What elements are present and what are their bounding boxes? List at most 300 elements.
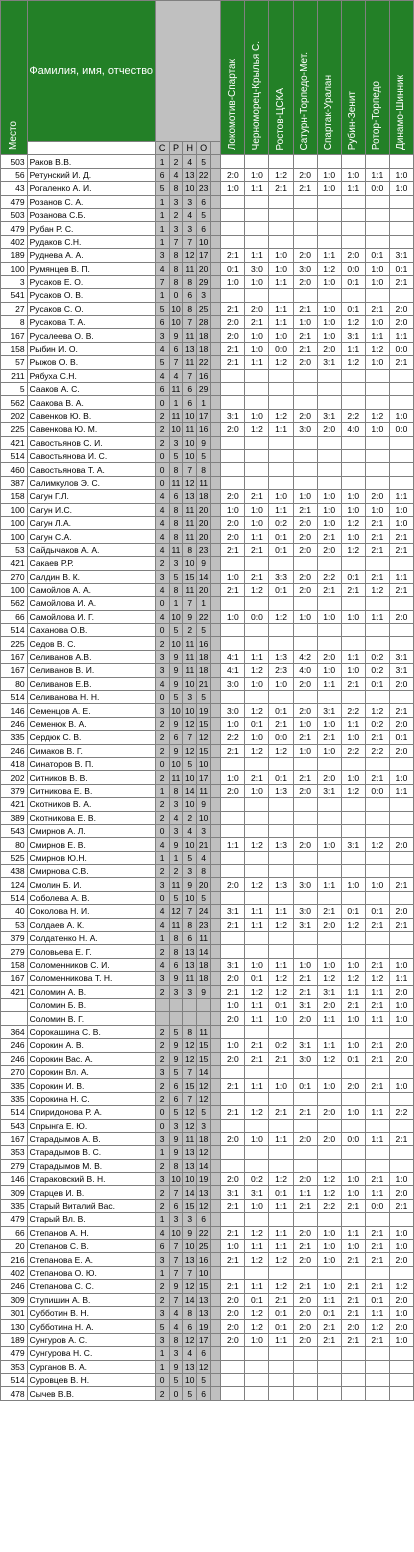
score-cell	[293, 208, 317, 221]
score-cell: 1:0	[317, 1079, 341, 1092]
score-cell: 1:0	[221, 182, 245, 195]
name-cell: Сагун И.С.	[27, 503, 155, 516]
score-cell	[221, 1065, 245, 1078]
spacer-cell	[211, 249, 221, 262]
score-cell	[293, 476, 317, 489]
score-cell	[317, 449, 341, 462]
score-cell: 1:0	[245, 503, 269, 516]
score-cell: 1:1	[341, 717, 365, 730]
score-cell: 1:1	[317, 1039, 341, 1052]
place-cell: 66	[1, 1226, 28, 1239]
score-cell: 0:1	[341, 905, 365, 918]
score-cell: 2:1	[293, 1106, 317, 1119]
stat-r-cell: 7	[169, 1253, 183, 1266]
score-cell: 2:0	[293, 1306, 317, 1319]
name-cell: Суровцев В. Н.	[27, 1373, 155, 1386]
stat-n-cell: 11	[183, 329, 197, 342]
stat-s-cell: 0	[155, 449, 169, 462]
spacer-cell	[211, 1293, 221, 1306]
name-cell: Сунгуров А. С.	[27, 1333, 155, 1346]
name-cell: Старадымов А. В.	[27, 1132, 155, 1145]
stat-o-cell: 20	[197, 530, 211, 543]
name-cell: Соломенникова Т. Н.	[27, 972, 155, 985]
name-cell: Селиванов В. И.	[27, 664, 155, 677]
table-row	[1, 972, 414, 985]
score-cell	[293, 369, 317, 382]
score-cell	[269, 1159, 293, 1172]
table-row	[1, 1079, 414, 1092]
stat-r-cell: 3	[169, 1213, 183, 1226]
score-cell: 1:0	[317, 1226, 341, 1239]
score-cell: 1:0	[389, 168, 413, 181]
stat-o-cell: 8	[197, 463, 211, 476]
name-cell: Сорокин Вл. А.	[27, 1065, 155, 1078]
stat-s-cell: 1	[155, 208, 169, 221]
name-cell: Самойлова И. А.	[27, 597, 155, 610]
spacer-cell	[211, 744, 221, 757]
stat-n-cell: 13	[183, 168, 197, 181]
stat-s-cell: 2	[155, 771, 169, 784]
score-cell: 2:1	[317, 731, 341, 744]
score-cell	[221, 1025, 245, 1038]
table-row	[1, 1106, 414, 1119]
spacer-cell	[211, 1253, 221, 1266]
score-cell: 2:0	[293, 168, 317, 181]
score-cell	[365, 436, 389, 449]
score-cell: 1:1	[269, 503, 293, 516]
score-cell: 1:1	[389, 570, 413, 583]
score-cell: 0:2	[269, 1039, 293, 1052]
place-cell: 478	[1, 1387, 28, 1400]
score-cell: 4:1	[221, 650, 245, 663]
spacer-cell	[211, 463, 221, 476]
stat-s-cell: 4	[155, 918, 169, 931]
score-cell	[317, 624, 341, 637]
score-cell	[221, 851, 245, 864]
score-cell: 3:3	[269, 570, 293, 583]
score-cell: 2:0	[221, 530, 245, 543]
name-cell: Старадымов М. В.	[27, 1159, 155, 1172]
stat-n-cell: 12	[183, 1106, 197, 1119]
score-cell	[341, 1092, 365, 1105]
score-cell: 2:1	[221, 744, 245, 757]
score-cell: 2:1	[221, 543, 245, 556]
score-cell	[269, 155, 293, 168]
name-cell: Руднева А. А.	[27, 249, 155, 262]
table-row	[1, 624, 414, 637]
score-cell	[221, 396, 245, 409]
table-row	[1, 342, 414, 355]
stat-o-cell: 6	[197, 1213, 211, 1226]
table-row	[1, 811, 414, 824]
stat-s-cell: 2	[155, 1025, 169, 1038]
score-cell	[245, 597, 269, 610]
table-row	[1, 650, 414, 663]
stat-r-cell: 4	[169, 369, 183, 382]
score-cell	[317, 396, 341, 409]
stat-r-cell: 8	[169, 583, 183, 596]
score-cell	[293, 1373, 317, 1386]
stat-n-cell: 4	[183, 824, 197, 837]
score-cell	[245, 1347, 269, 1360]
match-header-3: Сатурн-Торпедо-Мет.	[293, 1, 317, 155]
score-cell	[341, 449, 365, 462]
spacer-cell	[211, 503, 221, 516]
score-cell	[389, 945, 413, 958]
place-cell: 189	[1, 1333, 28, 1346]
score-cell	[221, 449, 245, 462]
score-cell	[293, 945, 317, 958]
name-cell: Савостьянова И. С.	[27, 449, 155, 462]
score-cell: 1:0	[389, 182, 413, 195]
name-cell: Скотникова Е. В.	[27, 811, 155, 824]
score-cell: 1:1	[389, 784, 413, 797]
stat-r-cell: 5	[169, 449, 183, 462]
score-cell	[389, 449, 413, 462]
table-row	[1, 704, 414, 717]
score-cell	[269, 369, 293, 382]
score-cell: 2:1	[293, 182, 317, 195]
score-cell: 2:1	[245, 771, 269, 784]
score-cell	[317, 369, 341, 382]
score-cell: 1:2	[269, 1280, 293, 1293]
score-cell: 0:2	[365, 650, 389, 663]
stat-r-cell: 11	[169, 918, 183, 931]
name-cell: Ретунский И. Д.	[27, 168, 155, 181]
score-cell: 1:1	[341, 182, 365, 195]
score-cell	[341, 1213, 365, 1226]
score-cell	[365, 824, 389, 837]
score-cell	[389, 1065, 413, 1078]
score-cell	[269, 1360, 293, 1373]
table-row	[1, 1119, 414, 1132]
score-cell	[365, 624, 389, 637]
score-cell: 1:1	[269, 423, 293, 436]
score-cell	[245, 1373, 269, 1386]
table-row	[1, 1199, 414, 1212]
place-cell: 353	[1, 1360, 28, 1373]
stat-o-cell: 18	[197, 342, 211, 355]
score-cell	[269, 476, 293, 489]
score-cell: 0:1	[269, 530, 293, 543]
name-cell: Селиванова Н. Н.	[27, 691, 155, 704]
stat-n-cell: 9	[183, 610, 197, 623]
score-cell: 1:0	[317, 610, 341, 623]
stat-o-cell: 21	[197, 838, 211, 851]
name-cell: Савостьянова Т. А.	[27, 463, 155, 476]
score-cell	[389, 1360, 413, 1373]
stat-o-cell: 12	[197, 1079, 211, 1092]
stat-n-cell: 6	[183, 932, 197, 945]
name-cell: Смирнов А. Л.	[27, 824, 155, 837]
score-cell	[245, 1159, 269, 1172]
score-cell	[293, 597, 317, 610]
score-cell	[245, 449, 269, 462]
stat-o-cell: 18	[197, 958, 211, 971]
stat-o-cell: 11	[197, 784, 211, 797]
score-cell: 2:0	[317, 650, 341, 663]
stat-s-cell: 0	[155, 624, 169, 637]
stat-r-cell: 7	[169, 1266, 183, 1279]
place-cell: 514	[1, 691, 28, 704]
place-cell: 40	[1, 905, 28, 918]
table-row	[1, 731, 414, 744]
score-cell	[317, 811, 341, 824]
score-cell: 2:1	[269, 1106, 293, 1119]
score-cell: 2:0	[389, 1052, 413, 1065]
name-cell: Субботин В. Н.	[27, 1306, 155, 1319]
score-cell	[341, 396, 365, 409]
score-cell	[293, 824, 317, 837]
stat-r-cell: 8	[169, 275, 183, 288]
score-cell: 3:1	[341, 329, 365, 342]
score-cell	[317, 1360, 341, 1373]
score-cell	[389, 396, 413, 409]
score-cell	[221, 691, 245, 704]
score-cell	[245, 851, 269, 864]
table-row	[1, 1052, 414, 1065]
stat-o-cell: 18	[197, 650, 211, 663]
stat-n-cell: 12	[183, 249, 197, 262]
score-cell: 1:0	[269, 329, 293, 342]
score-cell: 2:0	[221, 1173, 245, 1186]
name-cell: Степанов А. Н.	[27, 1226, 155, 1239]
place-cell: 100	[1, 262, 28, 275]
score-cell: 2:1	[365, 1052, 389, 1065]
score-cell: 2:2	[341, 704, 365, 717]
score-cell	[245, 824, 269, 837]
score-cell	[221, 798, 245, 811]
score-cell: 2:0	[341, 249, 365, 262]
score-cell: 0:1	[341, 1052, 365, 1065]
place-cell	[1, 999, 28, 1012]
place-cell: 279	[1, 1159, 28, 1172]
score-cell: 0:0	[341, 262, 365, 275]
table-row	[1, 677, 414, 690]
score-cell	[389, 865, 413, 878]
score-cell	[389, 811, 413, 824]
score-cell: 2:0	[293, 570, 317, 583]
score-cell	[245, 463, 269, 476]
score-cell: 1:3	[269, 878, 293, 891]
stat-o-cell: 5	[197, 691, 211, 704]
place-cell: 309	[1, 1293, 28, 1306]
score-cell: 2:1	[389, 878, 413, 891]
stat-n-cell: 10	[183, 182, 197, 195]
score-cell	[389, 1266, 413, 1279]
score-cell: 2:0	[365, 490, 389, 503]
score-cell: 1:0	[365, 275, 389, 288]
spacer-cell	[211, 168, 221, 181]
table-row	[1, 383, 414, 396]
stat-s-cell: 2	[155, 1199, 169, 1212]
spacer-cell	[211, 1387, 221, 1400]
score-cell	[317, 945, 341, 958]
score-cell	[245, 932, 269, 945]
stat-header-s: С	[155, 142, 169, 155]
score-cell: 1:1	[365, 168, 389, 181]
stat-o-cell: 13	[197, 1186, 211, 1199]
stat-o-cell: 6	[197, 1387, 211, 1400]
score-cell	[341, 932, 365, 945]
score-cell: 0:0	[269, 731, 293, 744]
stat-r-cell: 9	[169, 1052, 183, 1065]
place-cell: 541	[1, 289, 28, 302]
stat-n-cell: 12	[183, 1280, 197, 1293]
score-cell	[365, 1387, 389, 1400]
place-cell: 364	[1, 1025, 28, 1038]
stat-n-cell: 8	[183, 275, 197, 288]
score-cell: 2:0	[293, 1132, 317, 1145]
table-row	[1, 396, 414, 409]
score-cell: 2:1	[365, 1280, 389, 1293]
spacer-cell	[211, 195, 221, 208]
score-cell	[293, 1119, 317, 1132]
score-cell	[389, 891, 413, 904]
table-row	[1, 1320, 414, 1333]
score-cell: 2:1	[317, 905, 341, 918]
score-cell	[317, 463, 341, 476]
score-cell: 2:0	[389, 1039, 413, 1052]
stat-s-cell: 4	[155, 342, 169, 355]
match-header-2: Ростов-ЦСКА	[269, 1, 293, 155]
score-cell: 0:0	[245, 610, 269, 623]
score-cell	[293, 1213, 317, 1226]
stat-o-cell: 20	[197, 516, 211, 529]
score-cell: 1:0	[317, 503, 341, 516]
score-cell: 1:2	[389, 1280, 413, 1293]
score-cell: 1:0	[293, 490, 317, 503]
stat-n-cell: 10	[183, 557, 197, 570]
score-cell	[341, 597, 365, 610]
stat-n-cell: 15	[183, 570, 197, 583]
score-cell	[245, 798, 269, 811]
score-cell	[365, 798, 389, 811]
stat-n-cell: 6	[183, 396, 197, 409]
stat-n-cell: 13	[183, 490, 197, 503]
score-cell	[317, 798, 341, 811]
table-row	[1, 1280, 414, 1293]
stat-n-cell: 10	[183, 798, 197, 811]
spacer-cell	[211, 811, 221, 824]
score-cell: 1:2	[245, 1320, 269, 1333]
score-cell: 1:0	[341, 530, 365, 543]
score-cell	[293, 155, 317, 168]
score-cell: 1:0	[317, 168, 341, 181]
score-cell: 1:0	[221, 275, 245, 288]
score-cell: 2:1	[317, 583, 341, 596]
table-row	[1, 610, 414, 623]
stat-n-cell: 10	[183, 449, 197, 462]
score-cell	[269, 383, 293, 396]
table-row	[1, 316, 414, 329]
score-cell: 1:2	[245, 838, 269, 851]
score-cell: 1:0	[221, 1240, 245, 1253]
stat-n-cell: 10	[183, 771, 197, 784]
stat-r-cell: 5	[169, 1106, 183, 1119]
score-cell: 3:1	[389, 664, 413, 677]
score-cell: 2:1	[389, 583, 413, 596]
score-cell: 4:2	[293, 650, 317, 663]
place-cell: 421	[1, 985, 28, 998]
score-cell	[293, 1347, 317, 1360]
name-cell: Селиванов Е.В.	[27, 677, 155, 690]
score-cell: 2:0	[317, 999, 341, 1012]
stat-r-cell	[169, 1012, 183, 1025]
score-cell: 2:2	[317, 1199, 341, 1212]
score-cell: 1:2	[245, 423, 269, 436]
table-row	[1, 409, 414, 422]
score-cell	[341, 235, 365, 248]
stat-n-cell: 12	[183, 476, 197, 489]
place-cell: 158	[1, 490, 28, 503]
score-cell: 1:0	[341, 731, 365, 744]
score-cell	[341, 1065, 365, 1078]
name-cell: Сакаев Р.Р.	[27, 557, 155, 570]
score-cell	[293, 235, 317, 248]
score-cell: 1:0	[341, 664, 365, 677]
table-row	[1, 851, 414, 864]
score-cell: 2:1	[293, 342, 317, 355]
score-cell: 1:2	[269, 1253, 293, 1266]
name-cell: Рудаков С.Н.	[27, 235, 155, 248]
score-cell: 0:1	[269, 771, 293, 784]
stat-o-cell: 15	[197, 1052, 211, 1065]
name-cell: Старадымов В. С.	[27, 1146, 155, 1159]
score-cell	[365, 195, 389, 208]
stat-n-cell: 7	[183, 316, 197, 329]
score-cell	[341, 476, 365, 489]
stat-n-cell: 6	[183, 289, 197, 302]
stat-n-cell: 11	[183, 262, 197, 275]
place-cell: 438	[1, 865, 28, 878]
score-cell: 1:2	[269, 409, 293, 422]
score-cell	[341, 1373, 365, 1386]
score-cell: 2:1	[365, 1226, 389, 1239]
place-cell: 216	[1, 1253, 28, 1266]
score-cell	[317, 557, 341, 570]
stat-s-cell: 3	[155, 650, 169, 663]
score-cell	[317, 1092, 341, 1105]
table-row	[1, 423, 414, 436]
table-row	[1, 1065, 414, 1078]
table-row	[1, 1213, 414, 1226]
score-cell: 2:0	[341, 1079, 365, 1092]
spacer-cell	[211, 1333, 221, 1346]
score-cell: 1:2	[365, 583, 389, 596]
score-cell: 1:2	[341, 972, 365, 985]
stat-o-cell: 18	[197, 329, 211, 342]
score-cell: 0:0	[389, 342, 413, 355]
stat-n-cell: 13	[183, 958, 197, 971]
stat-n-cell: 7	[183, 463, 197, 476]
score-cell	[317, 1065, 341, 1078]
score-cell: 1:1	[245, 182, 269, 195]
place-cell: 100	[1, 583, 28, 596]
spacer-cell	[211, 1306, 221, 1319]
score-cell: 3:0	[221, 704, 245, 717]
stat-o-cell: 19	[197, 1173, 211, 1186]
spacer-cell	[211, 757, 221, 770]
score-cell	[317, 1266, 341, 1279]
stat-n-cell: 7	[183, 1092, 197, 1105]
stat-s-cell: 4	[155, 958, 169, 971]
score-cell	[389, 851, 413, 864]
score-cell: 2:0	[221, 1333, 245, 1346]
stat-o-cell: 5	[197, 891, 211, 904]
stat-n-cell: 3	[183, 985, 197, 998]
score-cell: 1:0	[317, 316, 341, 329]
